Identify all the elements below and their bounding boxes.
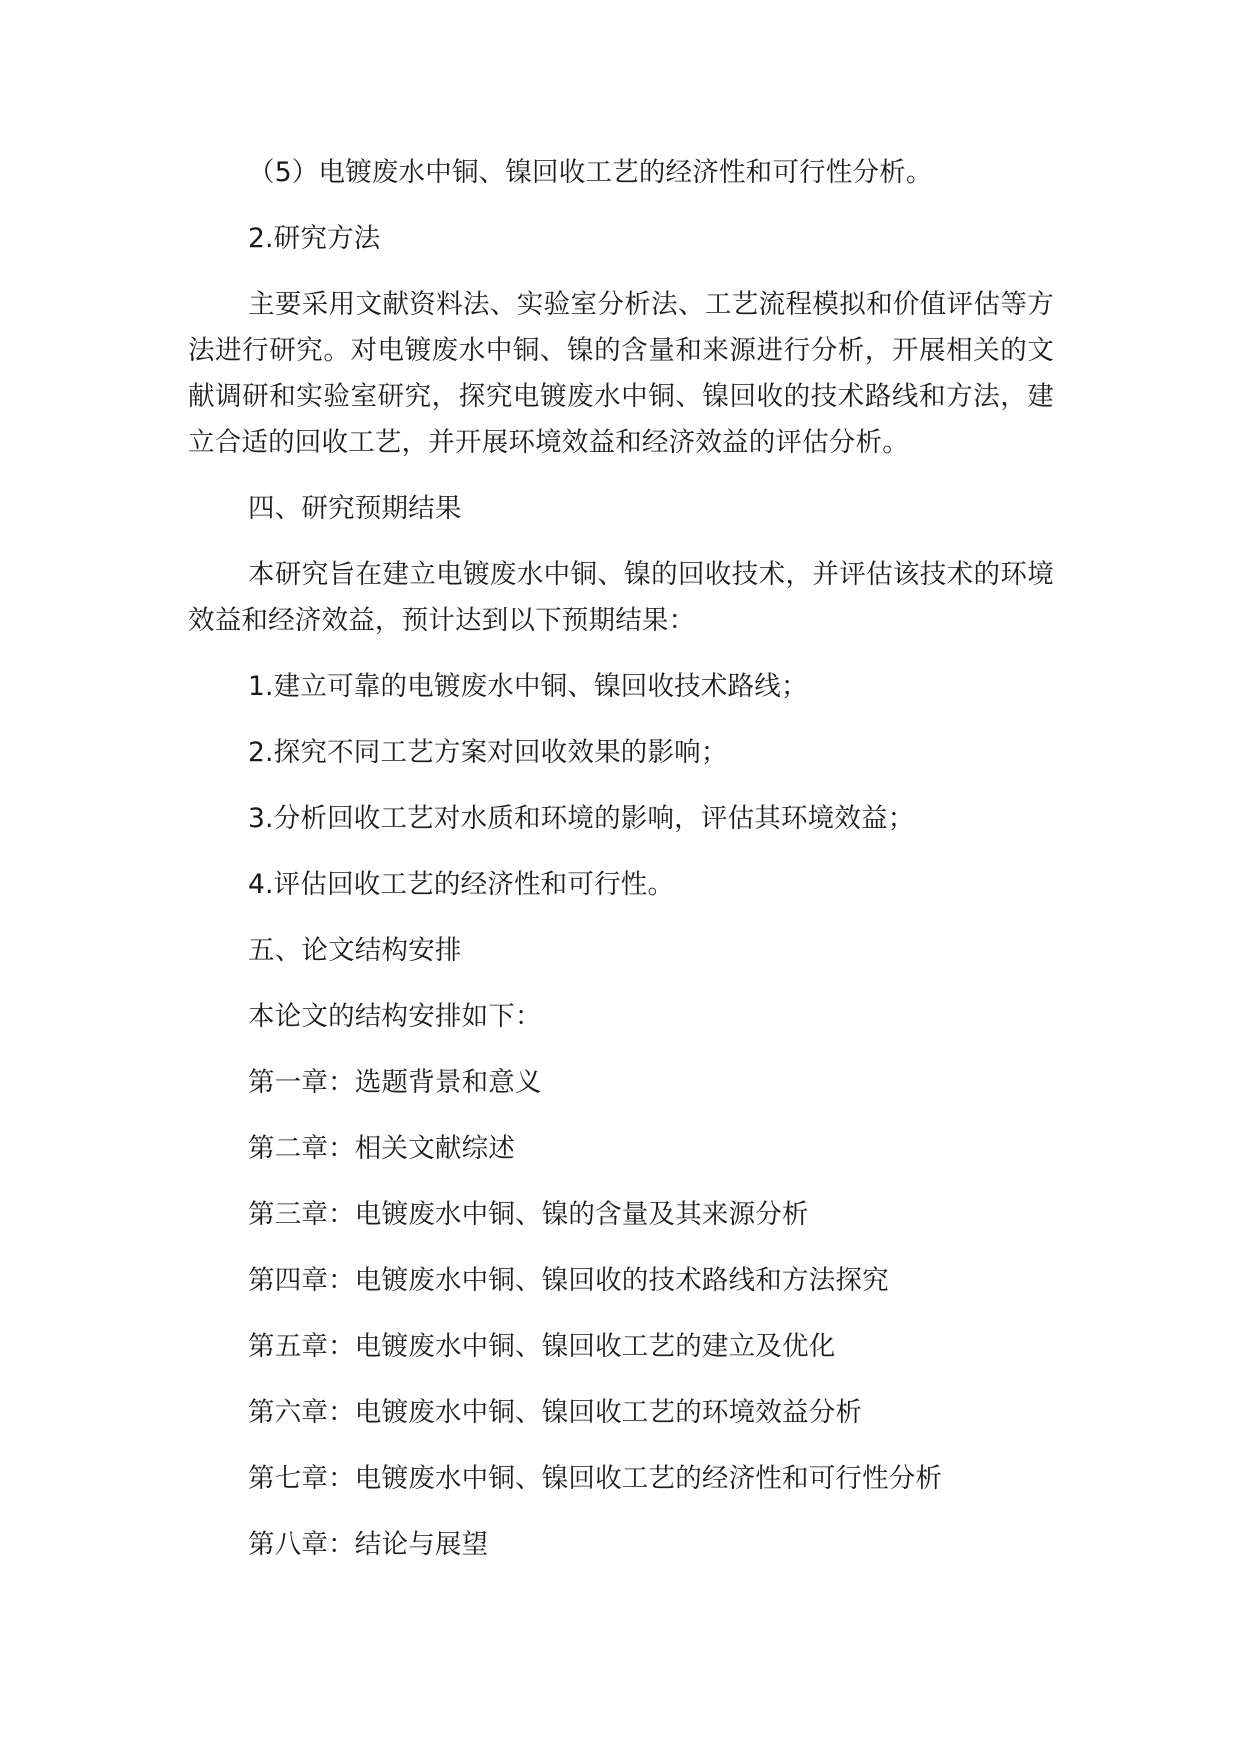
- document-body: [188, 150, 1054, 1588]
- chapter-3: 第三章：电镀废水中铜、镍的含量及其来源分析: [248, 1199, 809, 1230]
- chapter-1: 第一章：选题背景和意义: [248, 1067, 542, 1098]
- chapter-8: 第八章：结论与展望: [248, 1529, 489, 1560]
- expected-result-4: 4.评估回收工艺的经济性和可行性。: [248, 869, 675, 900]
- section-5-heading: 五、论文结构安排: [248, 935, 462, 966]
- chapter-6: 第六章：电镀废水中铜、镍回收工艺的环境效益分析: [248, 1397, 863, 1428]
- chapter-7: 第七章：电镀废水中铜、镍回收工艺的经济性和可行性分析: [248, 1463, 943, 1494]
- chapter-5: 第五章：电镀废水中铜、镍回收工艺的建立及优化: [248, 1331, 836, 1362]
- chapter-2: 第二章：相关文献综述: [248, 1133, 515, 1164]
- research-method-heading: 2.研究方法: [248, 223, 381, 254]
- expected-result-2: 2.探究不同工艺方案对回收效果的影响；: [248, 737, 728, 768]
- research-method-paragraph: 主要采用文献资料法、实验室分析法、工艺流程模拟和价值评估等方法进行研究。对电镀废水中铜、镍的含量和来源进行分析，开展相关的文献调研和实验室研究，探究电镀废水中铜、镍回收的技术路线和方法，建立合适的回收工艺，并开展环境效益和经济效益的评估分析。: [188, 289, 1054, 458]
- expected-result-1: 1.建立可靠的电镀废水中铜、镍回收技术路线；: [248, 671, 808, 702]
- section-4-paragraph: 本研究旨在建立电镀废水中铜、镍的回收技术，并评估该技术的环境效益和经济效益，预计达到以下预期结果：: [188, 559, 1054, 636]
- section-5-intro: 本论文的结构安排如下：: [248, 1001, 542, 1032]
- item-5-line: （5）电镀废水中铜、镍回收工艺的经济性和可行性分析。: [248, 157, 933, 188]
- section-4-heading: 四、研究预期结果: [248, 493, 462, 524]
- expected-result-3: 3.分析回收工艺对水质和环境的影响，评估其环境效益；: [248, 803, 915, 834]
- chapter-4: 第四章：电镀废水中铜、镍回收的技术路线和方法探究: [248, 1265, 889, 1296]
